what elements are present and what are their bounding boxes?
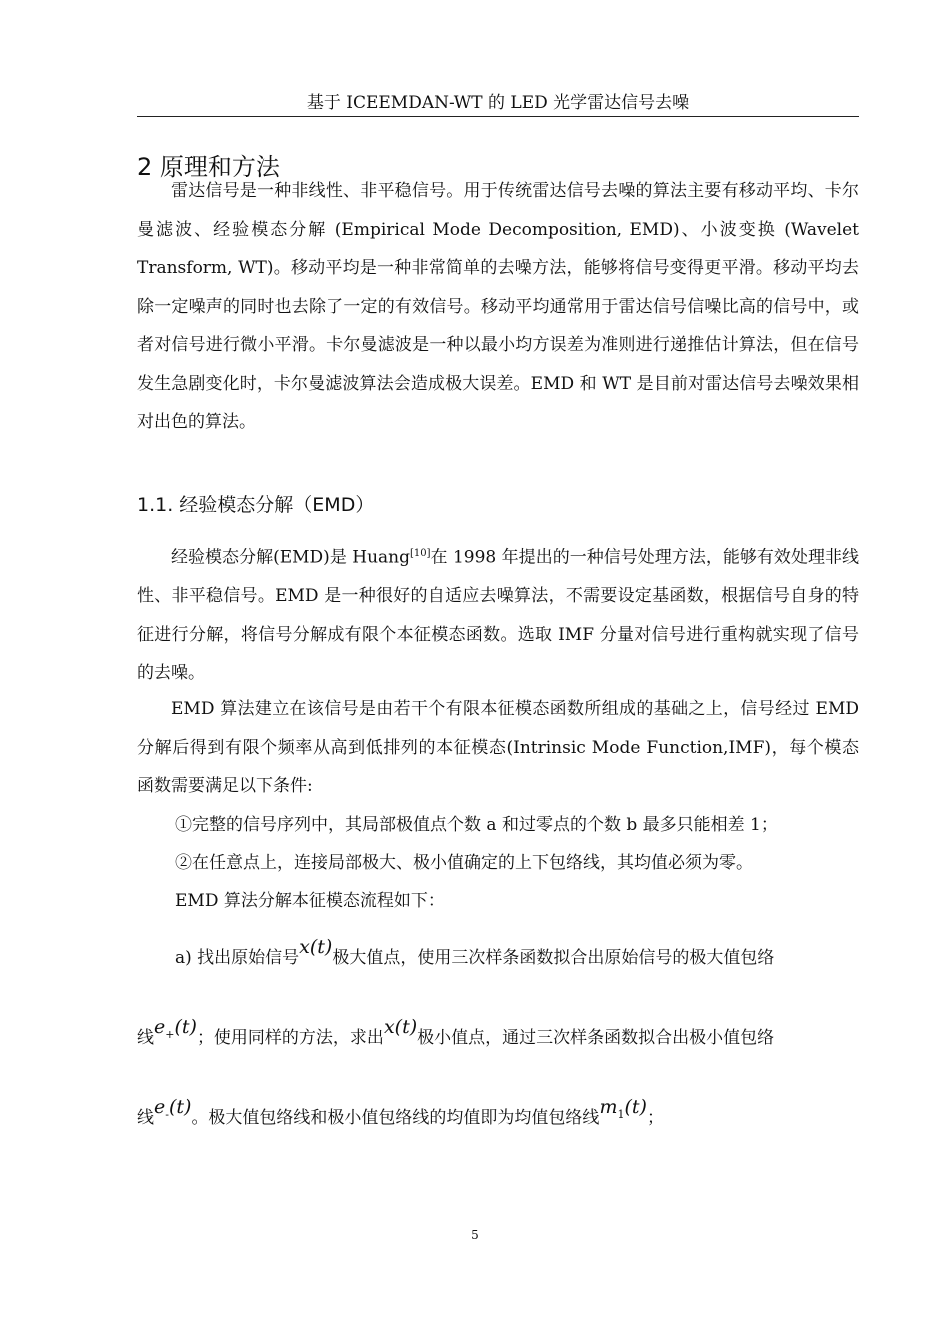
section-title: 2 原理和方法 xyxy=(137,153,280,181)
step-a-text: 。极大值包络线和极小值包络线的均值即为均值包络线 xyxy=(191,1108,600,1128)
step-a-text: ；使用同样的方法，求出 xyxy=(196,1028,384,1048)
condition-1: ①完整的信号序列中，其局部极值点个数 a 和过零点的个数 b 最多只能相差 1； xyxy=(175,815,778,835)
intro-paragraph: 雷达信号是一种非线性、非平稳信号。用于传统雷达信号去噪的算法主要有移动平均、卡尔曼滤波、经验模态分解 (Empirical Mode Decomposition, EMD)、小波变换 (Wavelet Transform, WT)。移动平均是一种非常简单的去噪方法，能够将信号变得更平滑。移动平均去除一定噪声的同时也去除了一定的有效信号。移动平均通常用于雷达信号信噪比高的信号中，或者对信号进行微小平滑。卡尔曼滤波是一种以最小均方误差为准则进行递推估计算法，但在信号发生急剧变化时，卡尔曼滤波算法会造成极大误差。EMD 和 WT 是目前对雷达信号去噪效果相对出色的算法。 xyxy=(137,181,859,432)
step-a-text: 极小值点，通过三次样条函数拟合出极小值包络 xyxy=(417,1028,775,1048)
emd-paragraph-1 xyxy=(137,535,859,693)
running-header: 基于 ICEEMDAN-WT 的 LED 光学雷达信号去噪 xyxy=(137,92,859,117)
math-e-minus: $e_-(t)$ xyxy=(154,1096,192,1121)
step-a-text: 极大值点，使用三次样条函数拟合出原始信号的极大值包络 xyxy=(332,948,775,968)
math-m1: $m_1(t)$ xyxy=(599,1096,647,1121)
flow-intro: EMD 算法分解本征模态流程如下： xyxy=(175,891,445,911)
step-a-text: 线 xyxy=(137,1028,154,1048)
math-e-plus: $e_+(t)$ xyxy=(154,1016,197,1041)
emd-para1-text: 经验模态分解(EMD)是 Huang xyxy=(171,547,410,568)
step-a-text: a) 找出原始信号 xyxy=(175,948,300,968)
math-x-t: x(t) xyxy=(299,936,333,958)
step-a-text: ； xyxy=(646,1108,664,1128)
emd-paragraph-2: EMD 算法建立在该信号是由若干个有限本征模态函数所组成的基础之上，信号经过 EMD 分解后得到有限个频率从高到低排列的本征模态(Intrinsic Mode Function,IMF)，每个模态函数需要满足以下条件: xyxy=(137,699,859,796)
step-a-text: 线 xyxy=(137,1108,154,1128)
step-a-line-1 xyxy=(175,936,897,968)
subsection-title: 1.1. 经验模态分解（EMD） xyxy=(137,494,375,516)
math-x-t: x(t) xyxy=(383,1016,418,1038)
page-number: 5 xyxy=(471,1228,479,1242)
step-a-line-2 xyxy=(137,1016,859,1051)
step-a-line-3 xyxy=(137,1096,859,1131)
emd-para1-text-rest: 在 1998 年提出的一种信号处理方法，能够有效处理非线性、非平稳信号。EMD 是一种很好的自适应去噪算法，不需要设定基函数，根据信号自身的特征进行分解，将信号分解成有限个本征模态函数。选取 IMF 分量对信号进行重构就实现了信号的去噪。 xyxy=(137,547,859,684)
citation-ref: [10] xyxy=(410,548,431,559)
condition-2: ②在任意点上，连接局部极大、极小值确定的上下包络线，其均值必须为零。 xyxy=(175,853,753,873)
